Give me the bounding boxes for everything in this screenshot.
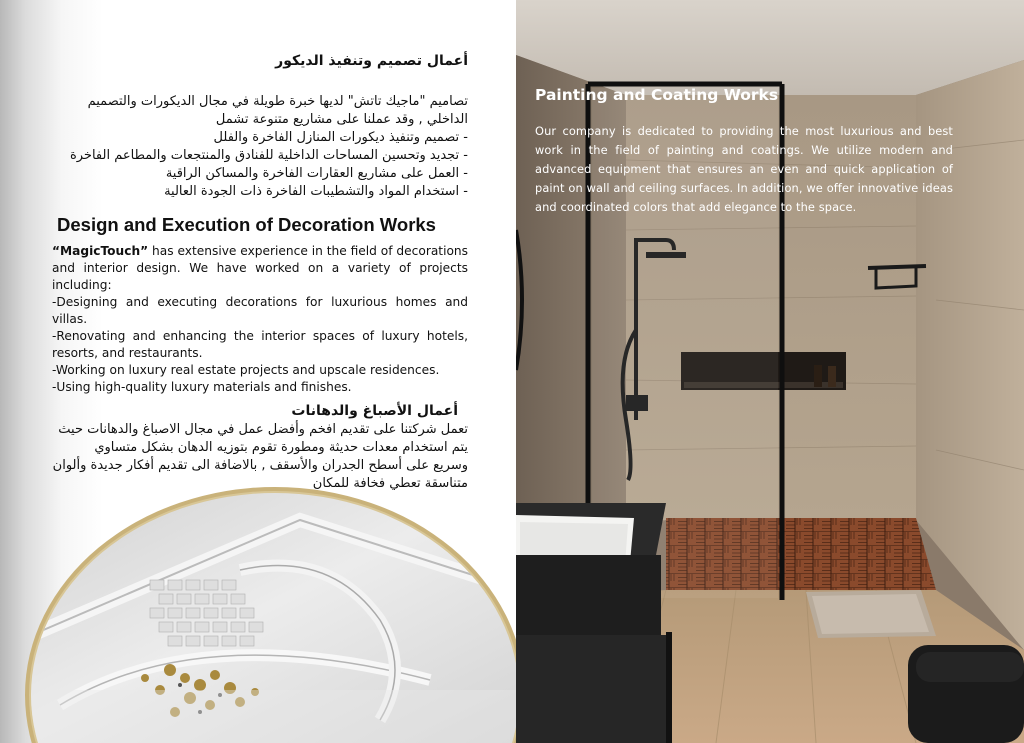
arabic-paint-line: يتم استخدام معدات حديثة ومطورة تقوم بتوزيه الدهان بشكل متساوي (94, 440, 468, 455)
arabic-paint-line: تعمل شركتنا على تقديم افخم وأفضل عمل في مجال الاصباغ والدهانات حيث (58, 422, 468, 437)
arabic-paint-title: أعمال الأصباغ والدهانات (291, 403, 458, 419)
painting-body: Our company is dedicated to providing the most luxurious and best work in the field of painting and coatings. We utilize modern and advanced equipment that ensures an even and quick application of paint on wall and ceiling surfaces. In addition, we offer innovative ideas and coordinated colors that add elegance to the space. (535, 124, 953, 214)
ceiling-decor-image (0, 480, 516, 743)
arabic-decor-line: - العمل على مشاريع العقارات الفاخرة والمساكن الراقية (165, 166, 468, 181)
arabic-decor-line: تصاميم "ماجيك تاتش" لديها خبرة طويلة في مجال الديكورات والتصميم (87, 94, 468, 109)
arabic-decor-line: - استخدام المواد والتشطيبات الفاخرة ذات الجودة العالية (164, 184, 468, 199)
bathroom-photo (516, 0, 1024, 743)
painting-title: Painting and Coating Works (535, 86, 779, 104)
arabic-decor-title: أعمال تصميم وتنفيذ الديكور (275, 53, 468, 69)
arabic-paint-line: وسريع على أسطح الجدران والأسقف , بالاضافة الى تقديم أفكار جديدة وألوان (52, 458, 468, 473)
english-decor-title: Design and Execution of Decoration Works (57, 214, 436, 235)
arabic-decor-line: - تجديد وتحسين المساحات الداخلية للفنادق والمنتجعات والمطاعم الفاخرة (69, 148, 468, 163)
right-page (516, 0, 1024, 743)
english-decor-body (52, 243, 468, 396)
english-decor-item: -Using high-quality luxury materials and finishes. (52, 380, 352, 394)
english-decor-item: -Renovating and enhancing the interior spaces of luxury hotels, resorts, and restaurants. (52, 329, 468, 360)
english-decor-item: -Working on luxury real estate projects and upscale residences. (52, 363, 440, 377)
arabic-decor-line: الداخلي , وقد عملنا على مشاريع متنوعة تشمل (215, 112, 468, 127)
arabic-decor-line: - تصميم وتنفيذ ديكورات المنازل الفاخرة والفلل (213, 130, 468, 145)
arabic-paint-line: متناسقة تعطي فخافة للمكان (312, 476, 468, 491)
brand-name: “MagicTouch” (52, 244, 149, 258)
english-decor-item: -Designing and executing decorations for luxurious homes and villas. (52, 295, 468, 326)
english-decor-intro: “MagicTouch” has extensive experience in the field of decorations and interior design. We have worked on a variety of projects including: (52, 244, 468, 292)
